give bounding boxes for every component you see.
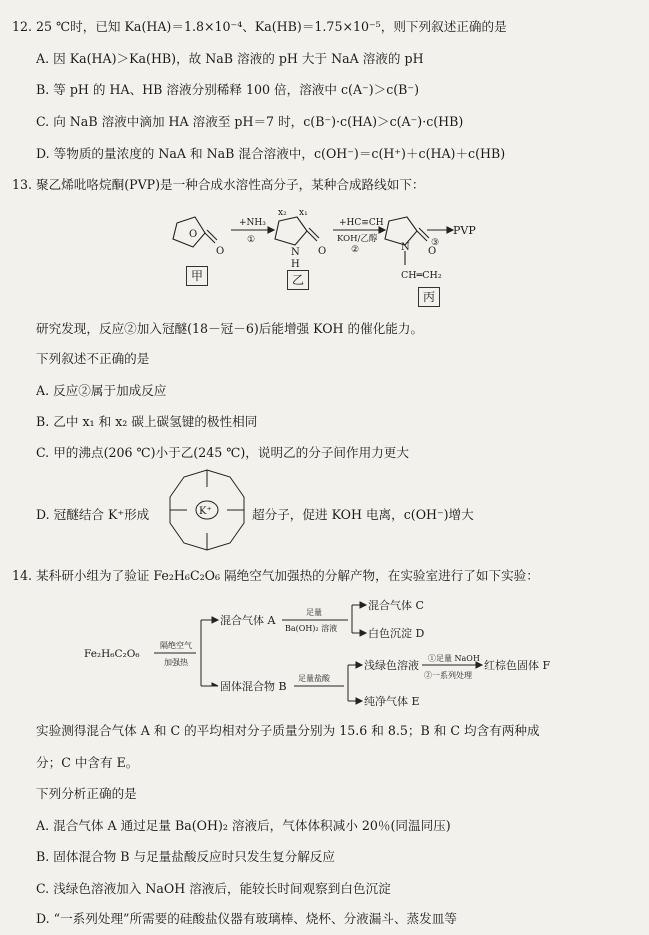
start-compound: Fe₂H₆C₂O₆ bbox=[84, 648, 140, 660]
vinylpyrrolidone-ring bbox=[385, 217, 417, 245]
q12-option-d: D. 等物质的量浓度的 NaA 和 NaB 混合溶液中，c(OH⁻)＝c(H⁺)＋c(HA)＋c(HB) bbox=[36, 146, 506, 161]
reagent-b: 足量盐酸 bbox=[298, 674, 330, 683]
step3-number: ③ bbox=[431, 238, 440, 248]
q13-note: 研究发现，反应②加入冠醚(18－冠－6)后能增强 KOH 的催化能力。 bbox=[36, 321, 424, 336]
x1-label: x₁ bbox=[299, 208, 308, 218]
label-jia: 甲 bbox=[186, 266, 208, 286]
pvp-label: PVP bbox=[453, 224, 476, 237]
lactone-o-label: O bbox=[189, 229, 198, 240]
solid-f: 红棕色固体 F bbox=[484, 659, 551, 672]
q14-option-c: C. 浅绿色溶液加入 NaOH 溶液后，能较长时间观察到白色沉淀 bbox=[36, 881, 391, 896]
q14-stem: 14. 某科研小组为了验证 Fe₂H₆C₂O₆ 隔绝空气加强热的分解产物，在实验室进行了如下实验： bbox=[12, 568, 539, 583]
svg-text:O: O bbox=[318, 246, 327, 257]
vinyl-label: CH═CH₂ bbox=[401, 270, 442, 281]
green-solution: 浅绿色溶液 bbox=[364, 659, 419, 672]
carbonyl-bond bbox=[205, 233, 215, 243]
n-label: N bbox=[291, 247, 300, 258]
q12-option-a: A. 因 Ka(HA)＞Ka(HB)，故 NaB 溶液的 pH 大于 NaA 溶液的 pH bbox=[36, 51, 424, 66]
q14-option-d: D. “一系列处理”所需要的硅酸盐仪器有玻璃棒、烧杯、分液漏斗、蒸发皿等 bbox=[36, 911, 457, 926]
x2-label: x₂ bbox=[278, 208, 287, 218]
q13-option-d-post: 超分子，促进 KOH 电离，c(OH⁻)增大 bbox=[252, 507, 474, 522]
step1-reagent: +NH₃ bbox=[239, 218, 266, 228]
crown-ether-k-complex bbox=[162, 465, 252, 555]
q14-note-1: 实验测得混合气体 A 和 C 的平均相对分子质量分别为 15.6 和 8.5；B 和 C 均含有两种成 bbox=[36, 723, 540, 738]
step-b: ②一系列处理 bbox=[424, 671, 472, 680]
gas-e: 纯净气体 E bbox=[364, 695, 420, 708]
svg-text:O: O bbox=[216, 246, 225, 257]
gas-a: 混合气体 A bbox=[220, 614, 276, 627]
label-yi: 乙 bbox=[287, 270, 309, 290]
step2-conditions: KOH/乙醇 bbox=[337, 234, 378, 244]
q13-option-c: C. 甲的沸点(206 ℃)小于乙(245 ℃)，说明乙的分子间作用力更大 bbox=[36, 445, 409, 460]
svg-text:N: N bbox=[401, 242, 410, 253]
flowchart-drawing bbox=[84, 593, 584, 708]
solid-b: 固体混合物 B bbox=[220, 680, 287, 693]
q14-option-b: B. 固体混合物 B 与足量盐酸反应时只发生复分解反应 bbox=[36, 849, 335, 864]
q13-synthesis-scheme bbox=[165, 203, 495, 303]
q14-flowchart bbox=[84, 593, 584, 708]
pyrrolidone-ring bbox=[275, 217, 307, 245]
q14-note-2: 分；C 中含有 E。 bbox=[36, 755, 139, 770]
reagent-a-bottom: Ba(OH)₂ 溶液 bbox=[285, 624, 338, 633]
q14-ask: 下列分析正确的是 bbox=[36, 786, 137, 801]
q12-stem: 12. 25 ℃时，已知 Ka(HA)＝1.8×10⁻⁴、Ka(HB)＝1.75×10⁻⁵，则下列叙述正确的是 bbox=[12, 19, 507, 34]
q13-option-b: B. 乙中 x₁ 和 x₂ 碳上碳氢键的极性相同 bbox=[36, 414, 258, 429]
q13-option-a: A. 反应②属于加成反应 bbox=[36, 383, 167, 398]
reagent-a-top: 足量 bbox=[306, 608, 322, 617]
q13-option-d-pre: D. 冠醚结合 K⁺形成 bbox=[36, 507, 150, 522]
svg-text:O: O bbox=[428, 246, 437, 257]
k-ion-label: K⁺ bbox=[199, 506, 212, 517]
condition-top: 隔绝空气 bbox=[160, 641, 192, 650]
synthesis-scheme-drawing bbox=[165, 203, 495, 303]
precipitate-d: 白色沉淀 D bbox=[368, 627, 425, 640]
step2-reagent: +HC≡CH bbox=[339, 218, 384, 228]
q13-ask: 下列叙述不正确的是 bbox=[36, 351, 150, 366]
h-label: H bbox=[291, 259, 300, 270]
crown-ether-drawing bbox=[162, 465, 252, 555]
step-a: ①足量 NaOH bbox=[428, 654, 480, 663]
q12-option-c: C. 向 NaB 溶液中滴加 HA 溶液至 pH＝7 时，c(B⁻)·c(HA)＞c(A⁻)·c(HB) bbox=[36, 114, 464, 129]
condition-bottom: 加强热 bbox=[164, 658, 188, 667]
step1-number: ① bbox=[247, 235, 256, 245]
label-bing: 丙 bbox=[418, 287, 440, 307]
q13-stem: 13. 聚乙烯吡咯烷酮(PVP)是一种合成水溶性高分子，某种合成路线如下： bbox=[12, 177, 425, 192]
q14-option-a: A. 混合气体 A 通过足量 Ba(OH)₂ 溶液后，气体体积减小 20％(同温同压) bbox=[36, 818, 451, 833]
gas-c: 混合气体 C bbox=[368, 599, 424, 612]
q12-option-b: B. 等 pH 的 HA、HB 溶液分别稀释 100 倍，溶液中 c(A⁻)＞c(B⁻) bbox=[36, 82, 419, 97]
step2-number: ② bbox=[351, 245, 360, 255]
